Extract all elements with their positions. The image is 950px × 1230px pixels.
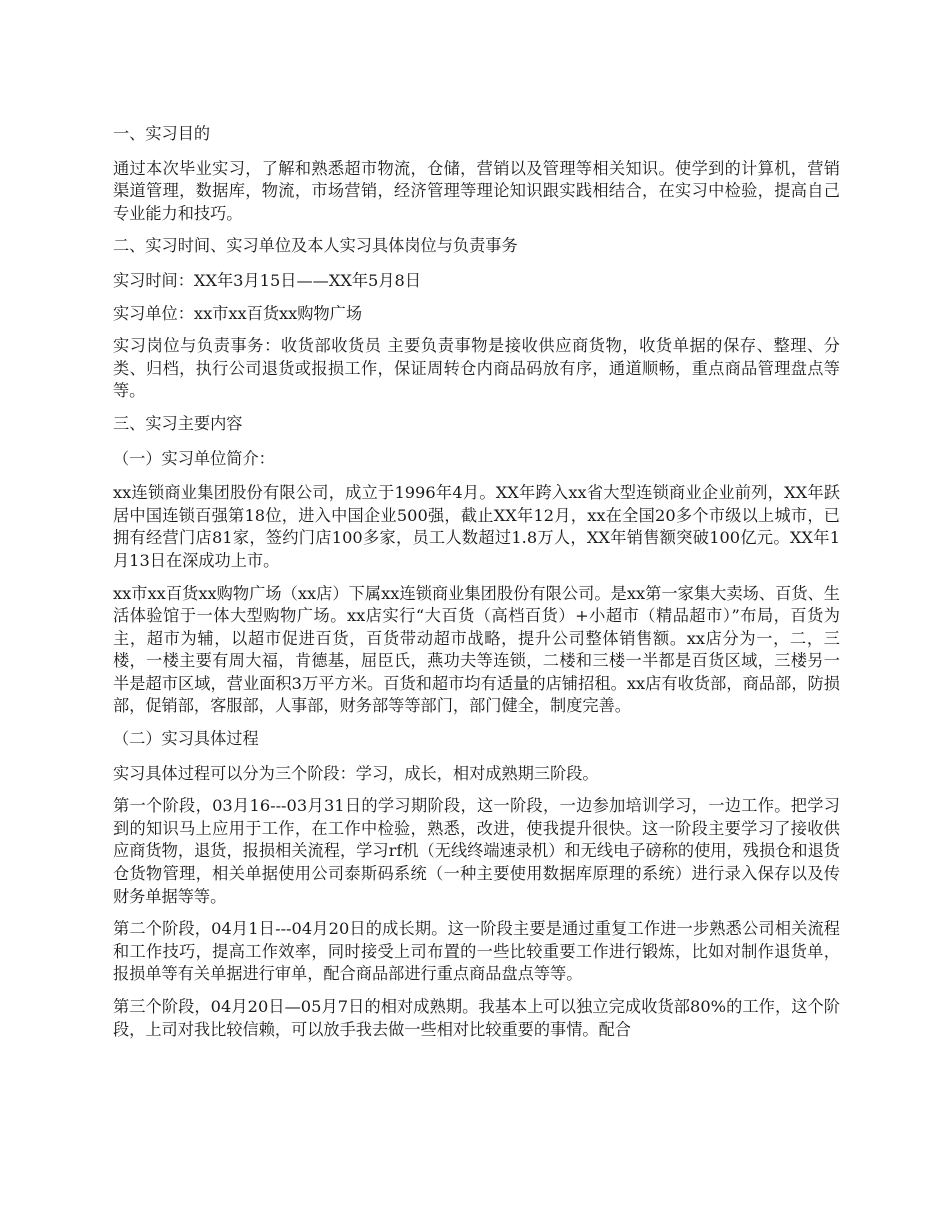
paragraph-internship-time: 实习时间：XX年3月15日——XX年5月8日 <box>113 270 422 290</box>
heading-internship-purpose: 一、实习目的 <box>113 124 211 143</box>
paragraph-process-overview: 实习具体过程可以分为三个阶段：学习，成长，相对成熟期三阶段。 <box>113 763 599 783</box>
paragraph-stage-two: 第二个阶段，04月1日---04月20日的成长期。这一阶段主要是通过重复工作进一步熟悉公司相关流程和工作技巧，提高工作效率，同时接受上司布置的一些比较重要工作进行锻炼，比如对制作退货单，报损单等有关单据进行审单，配合商品部进行重点商品盘点等等。 <box>113 919 840 984</box>
paragraph-stage-one: 第一个阶段，03月16---03月31日的学习期阶段，这一阶段，一边参加培训学习，一边工作。把学习到的知识马上应用于工作，在工作中检验，熟悉，改进，使我提升很快。这一阶段主要学习了接收供应商货物，退货，报损相关流程，学习rf机（无线终端速录机）和无线电子磅称的使用，残损仓和退货仓货物管理，相关单据使用公司泰斯码系统（一种主要使用数据库原理的系统）进行录入保存以及传财务单据等等。 <box>113 796 840 906</box>
paragraph-internship-unit: 实习单位：xx市xx百货xx购物广场 <box>113 303 363 323</box>
paragraph-position-duties: 实习岗位与负责事务：收货部收货员 主要负责事物是接收供应商货物，收货单据的保存、整理、分类、归档，执行公司退货或报损工作，保证周转仓内商品码放有序，通道顺畅，重点商品管理盘点等等。 <box>113 336 840 401</box>
heading-main-content: 三、实习主要内容 <box>113 413 243 433</box>
heading-time-unit-position: 二、实习时间、实习单位及本人实习具体岗位与负责事务 <box>113 236 518 256</box>
paragraph-store-intro: xx市xx百货xx购物广场（xx店）下属xx连锁商业集团股份有限公司。是xx第一家集大卖场、百货、生活体验馆于一体大型购物广场。xx店实行“大百货（高档百货）+小超市（精品超市）”布局，百货为主，超市为辅，以超市促进百货，百货带动超市战略，提升公司整体销售额。xx店分为一，二，三楼，一楼主要有周大福，肯德基，屈臣氏，燕功夫等连锁，二楼和三楼一半都是百货区域，三楼另一半是超市区域，营业面积3万平方米。百货和超市均有适量的店铺招租。xx店有收货部，商品部，防损部，促销部，客服部，人事部，财务部等等部门，部门健全，制度完善。 <box>113 583 840 716</box>
subheading-specific-process: （二）实习具体过程 <box>113 729 259 749</box>
paragraph-purpose-text: 通过本次毕业实习，了解和熟悉超市物流，仓储，营销以及管理等相关知识。使学到的计算机，营销渠道管理，数据库，物流，市场营销，经济管理等理论知识跟实践相结合，在实习中检验，提高自己专业能力和技巧。 <box>113 158 840 223</box>
document-body <box>113 123 840 1051</box>
paragraph-stage-three: 第三个阶段，04月20日—05月7日的相对成熟期。我基本上可以独立完成收货部80%的工作，这个阶段，上司对我比较信赖，可以放手我去做一些相对比较重要的事情。配合 <box>113 997 840 1039</box>
paragraph-company-intro: xx连锁商业集团股份有限公司，成立于1996年4月。XX年跨入xx省大型连锁商业企业前列，XX年跃居中国连锁百强第18位，进入中国企业500强，截止XX年12月，xx在全国20多个市级以上城市，已拥有经营门店81家，签约门店100多家，员工人数超过1.8万人，XX年销售额突破100亿元。XX年1月13日在深成功上市。 <box>113 483 840 570</box>
subheading-unit-intro: （一）实习单位简介： <box>113 448 275 468</box>
